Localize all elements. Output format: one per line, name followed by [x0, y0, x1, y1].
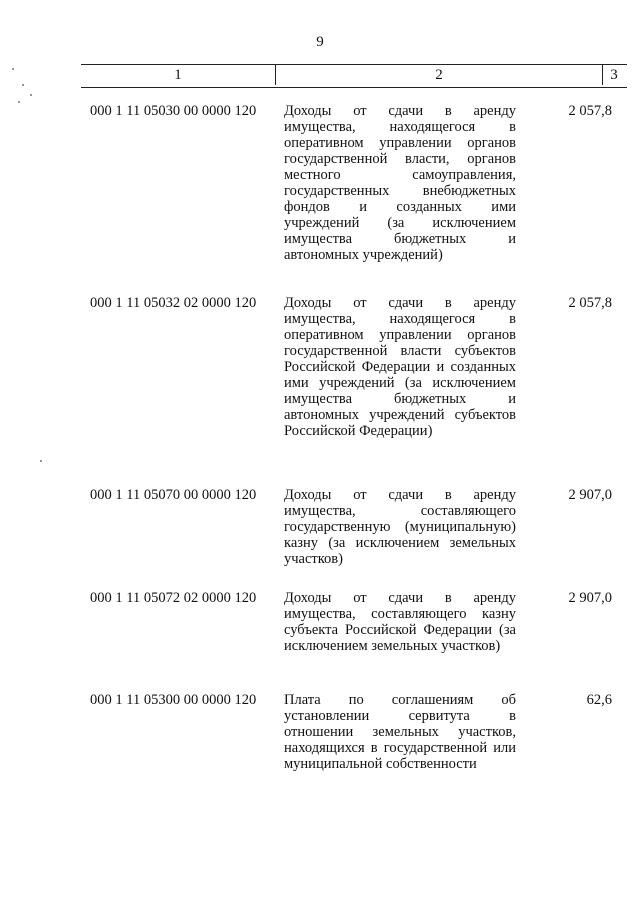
budget-code: 000 1 11 05030 00 0000 120 [90, 103, 257, 119]
scan-speck [18, 101, 20, 103]
income-description: Доходы от сдачи в аренду имущества, составляющего государственную (муниципальную) казну (за исключением земельных участков) [284, 487, 516, 567]
income-description: Плата по соглашениям об установлении сервитута в отношении земельных участков, находящихся в государственной или муниципальной собственности [284, 692, 516, 772]
amount: 2 057,8 [568, 103, 612, 119]
amount: 62,6 [586, 692, 612, 708]
income-description: Доходы от сдачи в аренду имущества, составляющего казну субъекта Российской Федерации (за исключением земельных участков) [284, 590, 516, 654]
page-number: 9 [316, 34, 324, 50]
header-col-2: 2 [275, 65, 603, 85]
budget-code: 000 1 11 05032 02 0000 120 [90, 295, 257, 311]
amount: 2 907,0 [568, 590, 612, 606]
budget-code: 000 1 11 05072 02 0000 120 [90, 590, 257, 606]
budget-code: 000 1 11 05300 00 0000 120 [90, 692, 257, 708]
table-header [81, 64, 627, 88]
scan-speck [30, 94, 32, 96]
income-description: Доходы от сдачи в аренду имущества, находящегося в оперативном управлении органов государственной власти субъектов Российской Федерации и созданных ими учреждений (за исключением имущества бюджетных и автономных учреждений субъектов Российской Федерации) [284, 295, 516, 439]
scan-speck [12, 68, 14, 70]
scan-speck [22, 84, 24, 86]
scan-speck [40, 460, 42, 462]
income-description: Доходы от сдачи в аренду имущества, находящегося в оперативном управлении органов государственной власти, органов местного самоуправления, государственных внебюджетных фондов и созданных ими учреждений (за исключением имущества бюджетных и автономных учреждений) [284, 103, 516, 263]
header-col-3: 3 [610, 67, 618, 83]
header-col-1: 1 [174, 67, 182, 83]
amount: 2 057,8 [568, 295, 612, 311]
budget-code: 000 1 11 05070 00 0000 120 [90, 487, 257, 503]
amount: 2 907,0 [568, 487, 612, 503]
